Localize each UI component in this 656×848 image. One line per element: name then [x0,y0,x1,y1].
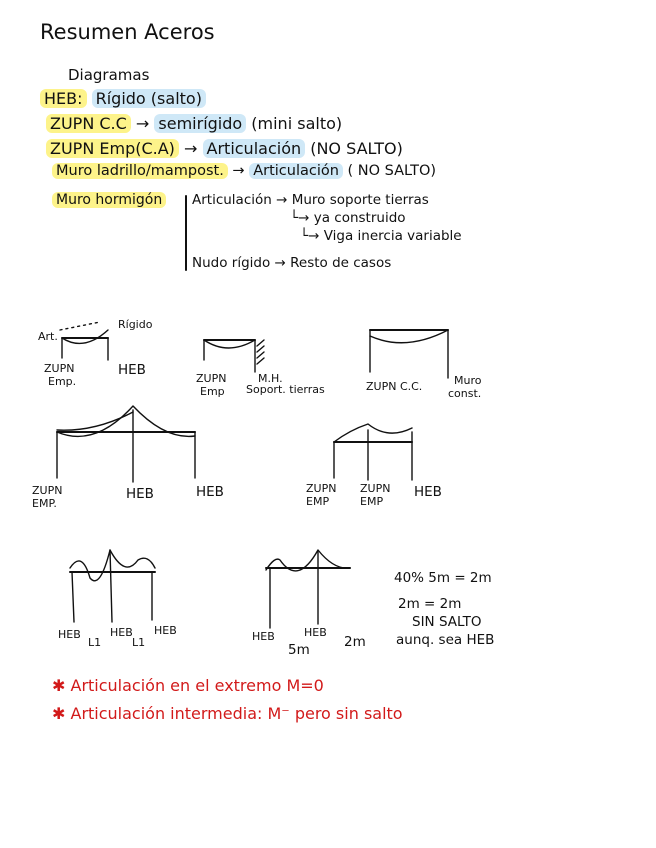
d1-emp-label: Emp. [48,375,77,388]
muro-hormigon-line-3: └→ Viga inercia variable [300,228,462,244]
row-muro-ladrillo-value: Articulación [249,163,343,179]
d7-heb-label-2: HEB [304,626,327,639]
diagram-3-frame [370,330,448,378]
d2-mh-label: M.H. [258,372,283,385]
d4-zupn-label: ZUPN [32,484,63,497]
arrow: → [232,163,245,179]
d1-art-label: Art. [38,330,58,343]
red-note-articulacion-extremo: ✱ Articulación en el extremo M=0 [52,676,324,695]
d1-zupn-label: ZUPN [44,362,75,375]
d6-heb-label-1: HEB [58,628,81,641]
d2-soporte-label: Soport. tierras [246,383,325,396]
d7-5m-label: 5m [288,642,310,658]
muro-hormigon-line-2: └→ ya construido [290,210,406,226]
row-zupn-cc-note: (mini salto) [251,114,343,133]
section-subtitle: Diagramas [68,66,150,84]
red-note-articulacion-intermedia: ✱ Articulación intermedia: M⁻ pero sin salto [52,704,403,723]
row-muro-ladrillo-label: Muro ladrillo/mampost. [52,163,228,179]
d6-heb-label-3: HEB [154,624,177,637]
row-heb-value: Rígido (salto) [92,89,206,108]
row-heb-label: HEB: [40,89,87,108]
d3-zupn-cc-label: ZUPN C.C. [366,380,423,393]
row-zupn-emp-note: (NO SALTO) [310,139,403,158]
d2-emp-label: Emp [200,385,225,398]
d4-emp-label: EMP. [32,497,57,510]
d6-l1-label-2: L1 [132,636,146,649]
d4-heb-label-1: HEB [126,486,154,502]
d3-muro-label: Muro [454,374,482,387]
d7-heb-label-1: HEB [252,630,275,643]
d5-zupn-label-1: ZUPN [306,482,337,495]
d2-zupn-label: ZUPN [196,372,227,385]
d1-heb-label: HEB [118,362,146,378]
diagram-5-beam [334,424,412,480]
arrow: → [184,139,198,158]
diagram-1-frame [60,322,108,360]
note-sin-salto: SIN SALTO [412,614,482,630]
row-muro-hormigon-label: Muro hormigón [52,192,166,208]
row-zupn-cc-label: ZUPN C.C [46,114,131,133]
diagram-7-beam [266,550,350,628]
d4-heb-label-2: HEB [196,484,224,500]
muro-hormigon-line-1: Articulación → Muro soporte tierras [192,192,429,208]
d6-heb-label-2: HEB [110,626,133,639]
arrow: → [135,114,150,133]
page-title: Resumen Aceros [40,20,215,44]
d5-heb-label: HEB [414,484,442,500]
d7-2m-label: 2m [344,634,366,650]
row-muro-ladrillo-note: ( NO SALTO) [347,163,437,179]
diagram-6-beam [70,550,155,622]
diagram-2-frame [204,340,264,372]
row-zupn-emp-label: ZUPN Emp(C.A) [46,139,179,158]
row-zupn-emp-value: Articulación [203,139,306,158]
d5-emp-label-1: EMP [306,495,330,508]
d1-rigido-label: Rígido [118,318,153,331]
note-aunque-heb: aunq. sea HEB [396,632,495,648]
diagram-4-beam [57,406,195,482]
d5-emp-label-2: EMP [360,495,384,508]
d3-const-label: const. [448,387,482,400]
muro-hormigon-line-4: Nudo rígido → Resto de casos [192,255,392,271]
note-2m-equal: 2m = 2m [398,596,462,612]
note-40-percent: 40% 5m = 2m [394,570,492,586]
d5-zupn-label-2: ZUPN [360,482,391,495]
d6-l1-label-1: L1 [88,636,102,649]
row-zupn-cc-value: semirígido [154,114,246,133]
